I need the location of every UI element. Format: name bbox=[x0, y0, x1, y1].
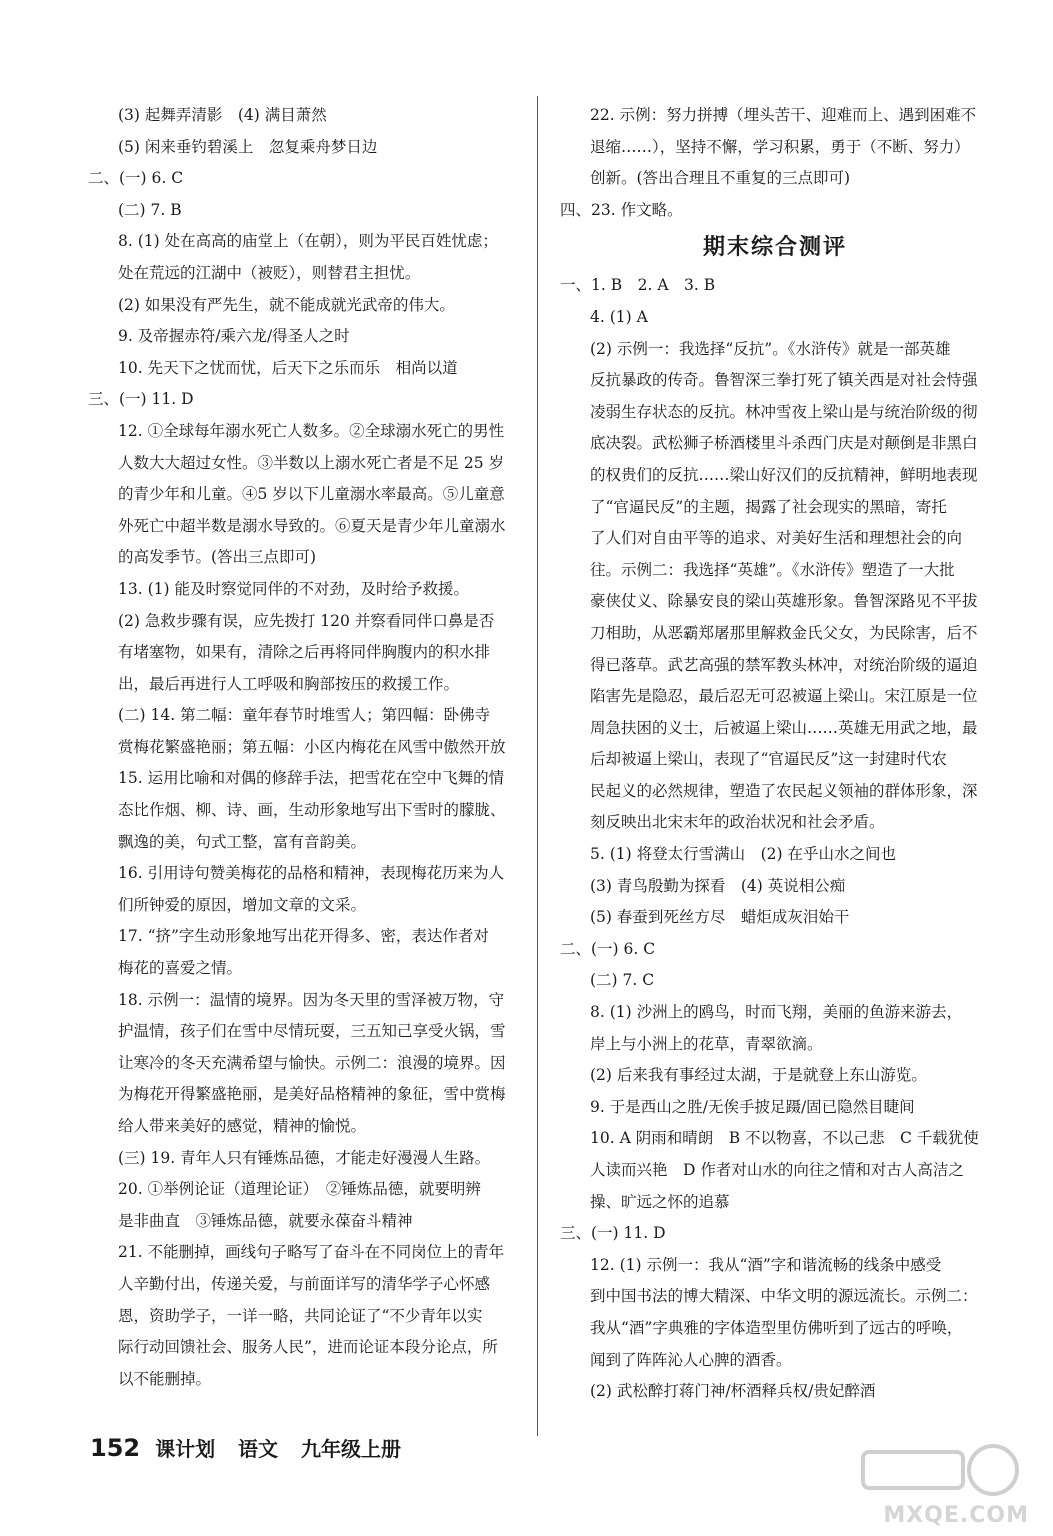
answer-line: 20. ①举例论证（道理论证） ②锤炼品德，就要明辨 bbox=[118, 1180, 481, 1199]
page-number: 152 bbox=[90, 1434, 141, 1462]
answer-line: (2) 急救步骤有误，应先拨打 120 并察看同伴口鼻是否 bbox=[118, 611, 495, 630]
watermark-logo-icon bbox=[853, 1440, 1033, 1500]
answer-line: (2) 后来我有事经过太湖，于是就登上东山游览。 bbox=[590, 1066, 927, 1085]
answer-line: (二) 7. B bbox=[118, 200, 182, 219]
answer-line: (5) 闲来垂钓碧溪上 忽复乘舟梦日边 bbox=[118, 137, 378, 156]
answer-line: 态比作烟、柳、诗、画，生动形象地写出下雪时的朦胧、 bbox=[118, 801, 506, 820]
answer-line: 人数大大超过女性。③半数以上溺水死亡者是不足 25 岁 bbox=[118, 453, 505, 472]
right-column bbox=[560, 100, 990, 1408]
answer-line: 反抗暴政的传奇。鲁智深三拳打死了镇关西是对社会恃强 bbox=[590, 371, 978, 390]
answer-line: 陷害先是隐忍，最后忍无可忍被逼上梁山。宋江原是一位 bbox=[590, 687, 978, 706]
answer-line: 的青少年和儿童。④5 岁以下儿童溺水率最高。⑤儿童意 bbox=[118, 485, 505, 504]
answer-line: 际行动回馈社会、服务人民”，进而论证本段分论点，所 bbox=[118, 1338, 498, 1357]
answer-line: (2) 如果没有严先生，就不能成就光武帝的伟大。 bbox=[118, 295, 455, 314]
answer-line: 四、23. 作文略。 bbox=[560, 200, 683, 219]
answer-line: 15. 运用比喻和对偶的修辞手法，把雪花在空中飞舞的情 bbox=[118, 769, 505, 788]
answer-line: 给人带来美好的感觉，精神的愉悦。 bbox=[118, 1117, 367, 1135]
answer-line: 们所钟爱的原因，增加文章的文采。 bbox=[118, 895, 367, 914]
answer-line: 了人们对自由平等的追求、对美好生活和理想社会的向 bbox=[590, 529, 963, 548]
answer-line: 为梅花开得繁盛艳丽，是美好品格精神的象征，雪中赏梅 bbox=[118, 1085, 506, 1104]
answer-line: 刀相助，从恶霸郑屠那里解救金氏父女，为民除害，后不 bbox=[590, 623, 978, 642]
watermark bbox=[853, 1440, 1033, 1530]
answer-line: 的权贵们的反抗……梁山好汉们的反抗精神，鲜明地表现 bbox=[590, 465, 978, 484]
answer-line: 操、旷远之怀的追慕 bbox=[590, 1192, 730, 1211]
answer-line: (5) 春蚕到死丝方尽 蜡炬成灰泪始干 bbox=[590, 908, 850, 927]
answer-line: (二) 14. 第二幅：童年春节时堆雪人；第四幅：卧佛寺 bbox=[118, 706, 491, 725]
answer-line: (3) 青鸟殷勤为探看 (4) 英说相公痴 bbox=[590, 876, 846, 895]
answer-line: 民起义的必然规律，塑造了农民起义领袖的群体形象，深 bbox=[590, 781, 978, 800]
answer-line: (二) 7. C bbox=[590, 971, 655, 990]
answer-line: 12. ①全球每年溺水死亡人数多。②全球溺水死亡的男性 bbox=[118, 421, 505, 440]
answer-line: 16. 引用诗句赞美梅花的品格和精神，表现梅花历来为人 bbox=[118, 864, 505, 883]
answer-line: 闻到了阵阵沁人心脾的酒香。 bbox=[590, 1350, 792, 1369]
answer-line: 退缩……），坚持不懈，学习积累，勇于（不断、努力） bbox=[590, 137, 970, 156]
answer-line: 人辛勤付出，传递关爱，与前面详写的清华学子心怀感 bbox=[118, 1274, 491, 1293]
answer-line: (2) 示例一：我选择“反抗”。《水浒传》就是一部英雄 bbox=[590, 339, 951, 358]
answer-line: 18. 示例一：温情的境界。因为冬天里的雪泽被万物，守 bbox=[118, 990, 505, 1009]
answer-line: 凌弱生存状态的反抗。林冲雪夜上梁山是与统治阶级的彻 bbox=[590, 402, 978, 421]
answer-line: 有堵塞物，如果有，清除之后再将同伴胸腹内的积水排 bbox=[118, 643, 491, 662]
answer-line: 外死亡中超半数是溺水导致的。⑥夏天是青少年儿童溺水 bbox=[118, 516, 506, 535]
answer-line: 二、(一) 6. C bbox=[88, 169, 184, 188]
answer-line: 岸上与小洲上的花草，青翠欲滴。 bbox=[590, 1034, 823, 1053]
answer-line: (三) 19. 青年人只有锤炼品德，才能走好漫漫人生路。 bbox=[118, 1148, 491, 1167]
answer-line: 赏梅花繁盛艳丽；第五幅：小区内梅花在风雪中傲然开放 bbox=[118, 737, 506, 756]
left-column bbox=[88, 100, 518, 1395]
answer-line: 人读而兴艳 D 作者对山水的向往之情和对古人高洁之 bbox=[590, 1161, 964, 1179]
answer-line: 三、(一) 11. D bbox=[88, 390, 194, 409]
book-grade: 九年级上册 bbox=[301, 1437, 402, 1461]
answer-line: 刻反映出北宋末年的政治状况和社会矛盾。 bbox=[590, 813, 885, 832]
answer-line: 13. (1) 能及时察觉同伴的不对劲，及时给予救援。 bbox=[118, 579, 469, 598]
answer-line: 到中国书法的博大精深、中华文明的源远流长。示例二： bbox=[590, 1287, 978, 1306]
answer-line: 得已落草。武艺高强的禁军教头林冲，对统治阶级的逼迫 bbox=[590, 655, 978, 674]
answer-line: (2) 武松醉打蒋门神/杯酒释兵权/贵妃醉酒 bbox=[590, 1382, 876, 1401]
watermark-text: MXQE.COM bbox=[883, 1503, 1029, 1528]
answer-line: 4. (1) A bbox=[590, 307, 648, 326]
page-footer bbox=[90, 1433, 417, 1462]
answer-line: 二、(一) 6. C bbox=[560, 939, 656, 958]
answer-line: 9. 及帝握赤符/乘六龙/得圣人之时 bbox=[118, 327, 350, 346]
answer-line: 让寒冷的冬天充满希望与愉快。示例二：浪漫的境界。因 bbox=[118, 1053, 506, 1072]
answer-line: 9. 于是西山之胜/无俟手披足蹑/固已隐然目睫间 bbox=[590, 1097, 915, 1116]
answer-line: 的高发季节。(答出三点即可) bbox=[118, 548, 317, 567]
answer-line: 10. A 阴雨和晴朗 B 不以物喜，不以己悲 C 千载犹使 bbox=[590, 1129, 979, 1148]
column-divider bbox=[537, 96, 538, 1436]
answer-line: 三、(一) 11. D bbox=[560, 1224, 666, 1243]
answer-line: 以不能删掉。 bbox=[118, 1369, 212, 1388]
answer-line: 一、1. B 2. A 3. B bbox=[560, 276, 716, 295]
answer-line: 飘逸的美，句式工整，富有音韵美。 bbox=[118, 832, 367, 851]
book-series: 课计划 bbox=[155, 1437, 216, 1461]
answer-line: 恩，资助学子，一详一略，共同论证了“不少青年以实 bbox=[118, 1306, 483, 1325]
answer-line: 5. (1) 将登太行雪满山 (2) 在乎山水之间也 bbox=[590, 845, 896, 864]
answer-line: 17. “挤”字生动形象地写出花开得多、密，表达作者对 bbox=[118, 927, 489, 946]
answer-line: 豪侠仗义、除暴安良的梁山英雄形象。鲁智深路见不平拔 bbox=[590, 592, 978, 611]
answer-line: 8. (1) 沙洲上的鸥鸟，时而飞翔，美丽的鱼游来游去， bbox=[590, 1003, 963, 1022]
answer-line: 21. 不能删掉，画线句子略写了奋斗在不同岗位上的青年 bbox=[118, 1243, 505, 1262]
answer-line: 出，最后再进行人工呼吸和胸部按压的救援工作。 bbox=[118, 674, 460, 693]
answer-line: 12. (1) 示例一：我从“酒”字和谐流畅的线条中感受 bbox=[590, 1255, 942, 1274]
right-column-bottom bbox=[560, 270, 990, 1407]
answer-line: 底决裂。武松狮子桥酒楼里斗杀西门庆是对颠倒是非黑白 bbox=[590, 434, 978, 453]
answer-line: 后却被逼上梁山，表现了“官逼民反”这一封建时代农 bbox=[590, 750, 947, 769]
answer-line: 8. (1) 处在高高的庙堂上（在朝），则为平民百姓忧虑； bbox=[118, 232, 498, 251]
answer-line: 处在荒远的江湖中（被贬），则替君主担忧。 bbox=[118, 263, 421, 282]
answer-line: 我从“酒”字典雅的字体造型里仿佛听到了远古的呼唤， bbox=[590, 1318, 963, 1337]
answer-line: 往。示例二：我选择“英雄”。《水浒传》塑造了一大批 bbox=[590, 560, 955, 579]
answer-line: 周急扶困的义士，后被逼上梁山……英雄无用武之地，最 bbox=[590, 718, 978, 737]
answer-line: 梅花的喜爱之情。 bbox=[118, 959, 243, 978]
answer-line: 了“官逼民反”的主题，揭露了社会现实的黑暗，寄托 bbox=[590, 497, 947, 516]
answer-line: 22. 示例：努力拼搏（埋头苦干、迎难而上、遇到困难不 bbox=[590, 106, 977, 124]
section-title: 期末综合测评 bbox=[702, 235, 847, 261]
answer-line: 护温情，孩子们在雪中尽情玩耍，三五知己享受火锅，雪 bbox=[118, 1022, 506, 1041]
answer-line: 创新。(答出合理且不重复的三点即可) bbox=[590, 169, 851, 188]
answer-line: 10. 先天下之忧而忧，后天下之乐而乐 相尚以道 bbox=[118, 358, 458, 377]
answer-line: 是非曲直 ③锤炼品德，就要永葆奋斗精神 bbox=[118, 1211, 413, 1230]
answer-line: (3) 起舞弄清影 (4) 满目萧然 bbox=[118, 106, 327, 124]
book-subject: 语文 bbox=[238, 1437, 279, 1461]
right-column-top bbox=[560, 100, 990, 226]
